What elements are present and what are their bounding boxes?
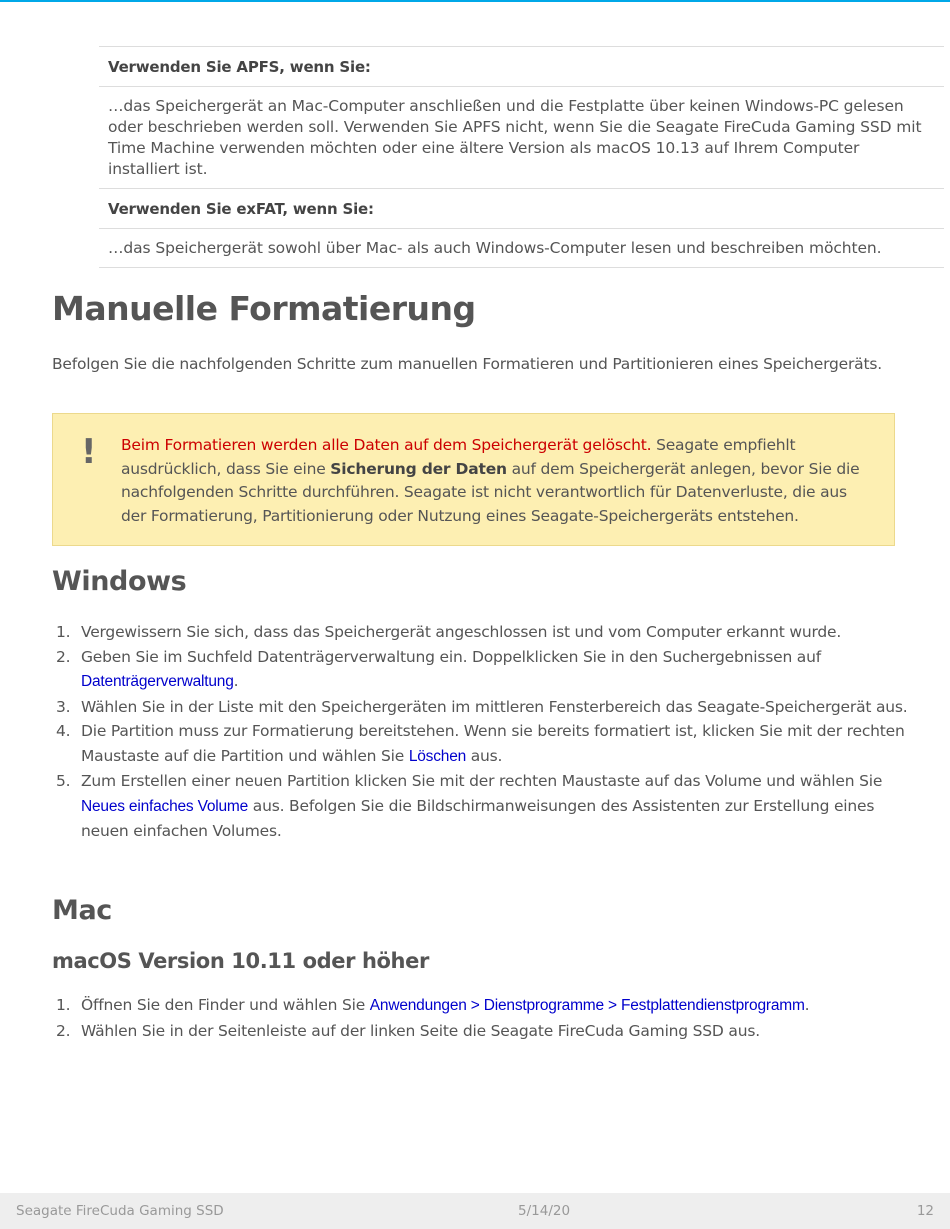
manual-intro-text: Befolgen Sie die nachfolgenden Schritte zum manuellen Formatieren und Partitionieren eines Speichergeräts.	[52, 355, 882, 373]
section-title-mac: Mac	[52, 895, 112, 926]
footer-product-name: Seagate FireCuda Gaming SSD	[16, 1203, 224, 1219]
mac-steps-list	[52, 993, 912, 1043]
table-header-exfat: Verwenden Sie exFAT, wenn Sie:	[99, 189, 944, 229]
link-neues-einfaches-volume[interactable]: Neues einfaches Volume	[81, 797, 249, 815]
link-festplattendienstprogramm[interactable]: Anwendungen > Dienstprogramme > Festplattendienstprogramm	[369, 997, 805, 1014]
list-item: 2. Wählen Sie in der Seitenleiste auf der linken Seite die Seagate FireCuda Gaming SSD aus.	[56, 1021, 760, 1040]
table-cell-exfat: …das Speichergerät sowohl über Mac- als auch Windows-Computer lesen und beschreiben möchten.	[99, 229, 944, 268]
exclamation-icon: !	[81, 432, 97, 472]
section-title-manual-formatting: Manuelle Formatierung	[52, 289, 476, 328]
section-title-windows: Windows	[52, 566, 187, 597]
table-cell-apfs: …das Speichergerät an Mac-Computer anschließen und die Festplatte über keinen Windows-PC gelesen oder beschrieben werden soll. Verwenden Sie APFS nicht, wenn Sie die Seagate FireCuda Gaming SSD mit Time Machine verwenden möchten oder eine ältere Version als macOS 10.13 auf Ihrem Computer installiert ist.	[99, 87, 944, 189]
link-loeschen[interactable]: Löschen	[408, 747, 467, 765]
warning-text-part-2: auf dem Speichergerät anlegen, bevor Sie die nachfolgenden Schritte durchführen. Seagate ist nicht verantwortlich für Datenverluste, die aus der Formatierung, Partitionierung oder Nutzung eines Seagate-Speichergeräts entstehen.	[121, 459, 860, 525]
table-header-apfs: Verwenden Sie APFS, wenn Sie:	[99, 47, 944, 87]
top-accent-bar	[0, 0, 950, 2]
warning-bold-text: Sicherung der Daten	[330, 459, 507, 478]
warning-red-text: Beim Formatieren werden alle Daten auf dem Speichergerät gelöscht.	[121, 436, 652, 454]
list-item: 4. Die Partition muss zur Formatierung bereitstehen. Wenn sie bereits formatiert ist, klicken Sie mit der rechten Maustaste auf die Partition und wählen Sie Löschen aus.	[56, 722, 905, 765]
list-item: 1. Vergewissern Sie sich, dass das Speichergerät angeschlossen ist und vom Computer erkannt wurde.	[56, 623, 842, 641]
link-datentraegerverwaltung[interactable]: Datenträgerverwaltung	[81, 673, 234, 690]
page-footer	[0, 1193, 950, 1229]
list-item: 5. Zum Erstellen einer neuen Partition klicken Sie mit der rechten Maustaste auf das Volume und wählen Sie Neues einfaches Volume aus. Befolgen Sie die Bildschirmanweisungen des Assistenten zur Erstellung eines neuen einfachen Volumes.	[56, 772, 883, 840]
subsection-title-macos: macOS Version 10.11 oder höher	[52, 949, 429, 973]
footer-date: 5/14/20	[518, 1203, 571, 1219]
list-item: 3. Wählen Sie in der Liste mit den Speichergeräten im mittleren Fensterbereich das Seagate-Speichergerät aus.	[56, 697, 908, 716]
warning-box	[52, 413, 895, 546]
warning-text	[121, 434, 871, 528]
warning-text-part-1: Seagate empfiehlt ausdrücklich, dass Sie eine	[121, 436, 796, 478]
windows-steps-list	[52, 620, 912, 844]
footer-page-number: 12	[916, 1203, 934, 1219]
list-item: 2. Geben Sie im Suchfeld Datenträgerverwaltung ein. Doppelklicken Sie in den Suchergebnissen auf Datenträgerverwaltung.	[56, 647, 821, 690]
format-table	[99, 46, 944, 268]
list-item: 1. Öffnen Sie den Finder und wählen Sie Anwendungen > Dienstprogramme > Festplattendienstprogramm.	[56, 996, 810, 1014]
